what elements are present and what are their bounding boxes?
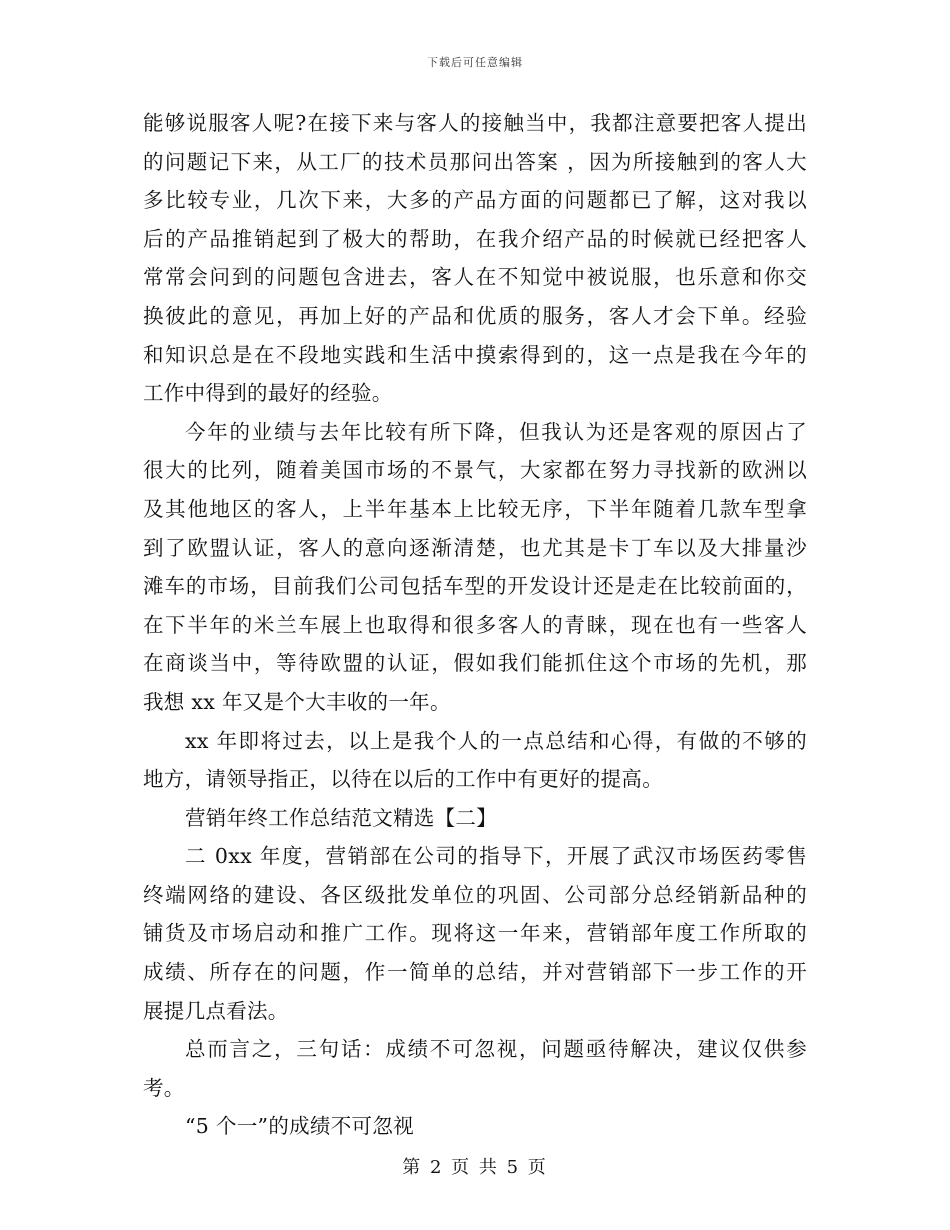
page-header: 下载后可任意编辑 <box>427 56 523 69</box>
text-line: 考。 <box>143 1075 185 1100</box>
text-line: 及其他地区的客人，上半年基本上比较无序，下半年随着几款车型拿 <box>143 496 807 521</box>
text-line: 后的产品推销起到了极大的帮助，在我介绍产品的时候就已经把客人 <box>143 226 807 251</box>
text-line: 的问题记下来，从工厂的技术员那问出答案 ，因为所接触到的客人大 <box>143 149 807 174</box>
text-line: 地方，请领导指正，以待在以后的工作中有更好的提高。 <box>143 767 663 792</box>
text-line: 今年的业绩与去年比较有所下降，但我认为还是客观的原因占了 <box>185 419 807 444</box>
text-line: 展提几点看法。 <box>143 998 289 1023</box>
page-number: 第 2 页 共 5 页 <box>402 1157 548 1178</box>
text-line: 二 0xx 年度，营销部在公司的指导下，开展了武汉市场医药零售 <box>185 844 807 869</box>
text-line: 总而言之，三句话：成绩不可忽视，问题亟待解决，建议仅供参 <box>185 1037 807 1062</box>
text-line: 很大的比列，随着美国市场的不景气，大家都在努力寻找新的欧洲以 <box>143 458 807 483</box>
text-line: 滩车的市场，目前我们公司包括车型的开发设计还是走在比较前面的， <box>143 574 807 599</box>
text-line: 多比较专业，几次下来，大多的产品方面的问题都已了解，这对我以 <box>143 188 807 213</box>
text-line: 我想 xx 年又是个大丰收的一年。 <box>143 689 451 714</box>
text-line: 能够说服客人呢?在接下来与客人的接触当中，我都注意要把客人提出 <box>143 111 807 135</box>
text-line: xx 年即将过去，以上是我个人的一点总结和心得，有做的不够的 <box>185 728 807 753</box>
text-line: 工作中得到的最好的经验。 <box>143 381 393 406</box>
text-line: 在下半年的米兰车展上也取得和很多客人的青睐，现在也有一些客人 <box>143 612 807 637</box>
text-line: 到了欧盟认证，客人的意向逐渐清楚，也尤其是卡丁车以及大排量沙 <box>143 535 807 560</box>
text-line: 铺货及市场启动和推广工作。现将这一年来，营销部年度工作所取的 <box>143 921 807 946</box>
text-line: 常常会问到的问题包含进去，客人在不知觉中被说服，也乐意和你交 <box>143 265 807 290</box>
text-line: 成绩、所存在的问题，作一简单的总结，并对营销部下一步工作的开 <box>143 960 807 985</box>
text-line: 换彼此的意见，再加上好的产品和优质的服务，客人才会下单。经验 <box>143 303 807 328</box>
text-line: 在商谈当中，等待欧盟的认证，假如我们能抓住这个市场的先机，那 <box>143 651 807 676</box>
document-body <box>143 104 807 1146</box>
text-line: 和知识总是在不段地实践和生活中摸索得到的，这一点是我在今年的 <box>143 342 807 367</box>
section-heading: 营销年终工作总结范文精选【二】 <box>185 805 497 830</box>
text-line: 终端网络的建设、各区级批发单位的巩固、公司部分总经销新品种的 <box>143 882 807 907</box>
subsection-heading: “5 个一”的成绩不可忽视 <box>185 1114 414 1139</box>
